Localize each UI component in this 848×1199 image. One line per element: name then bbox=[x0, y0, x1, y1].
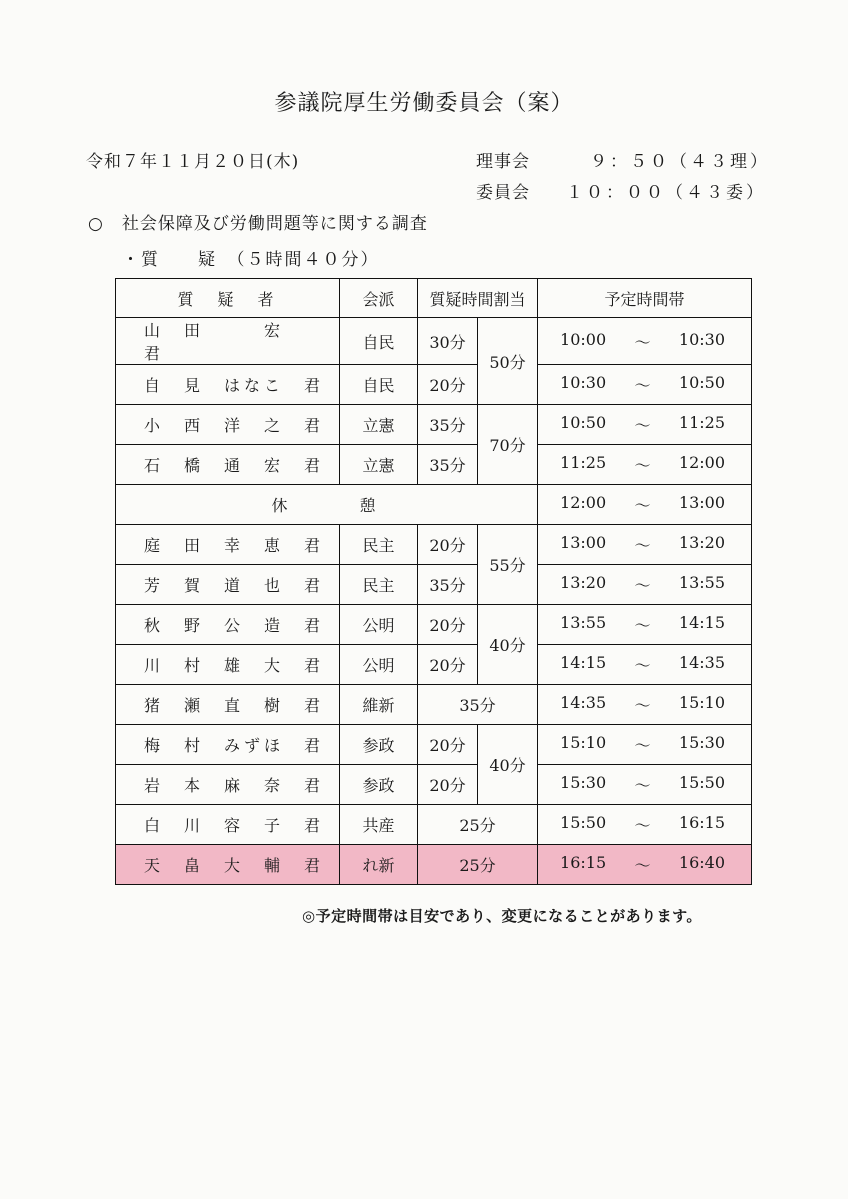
allotted-time: 35分 bbox=[418, 685, 538, 725]
slot-end: 13:00 bbox=[678, 493, 725, 512]
table-header-row bbox=[116, 279, 752, 318]
allotted-time: 25分 bbox=[418, 845, 538, 885]
party-name: 公明 bbox=[340, 605, 418, 645]
questioner-name: 自 見 はなこ 君 bbox=[116, 365, 340, 405]
group-allotted-time: 40分 bbox=[478, 605, 538, 685]
slot-sep: ～ bbox=[634, 536, 651, 555]
party-name: 参政 bbox=[340, 765, 418, 805]
slot-start: 11:25 bbox=[560, 453, 607, 472]
header-party: 会派 bbox=[340, 279, 418, 318]
allotted-time: 30分 bbox=[418, 318, 478, 365]
header-scheduled-slot: 予定時間帯 bbox=[538, 279, 752, 318]
slot-end: 16:40 bbox=[678, 853, 725, 872]
questioner-name: 山 田 宏 君 bbox=[116, 318, 340, 365]
allotted-time: 20分 bbox=[418, 765, 478, 805]
scheduled-slot bbox=[538, 485, 752, 525]
slot-sep: ～ bbox=[634, 456, 651, 475]
slot-sep: ～ bbox=[634, 376, 651, 395]
scheduled-slot bbox=[538, 365, 752, 405]
question-schedule-table bbox=[115, 278, 752, 885]
slot-sep: ～ bbox=[634, 656, 651, 675]
document-title: 参議院厚生労働委員会（案） bbox=[274, 91, 574, 116]
slot-end: 13:55 bbox=[678, 573, 725, 592]
table-row bbox=[116, 645, 752, 685]
agenda-item: ○ 社会保障及び労働問題等に関する調査 bbox=[88, 214, 428, 234]
scheduled-slot bbox=[538, 445, 752, 485]
party-name: 公明 bbox=[340, 645, 418, 685]
questioner-name: 岩 本 麻 奈 君 bbox=[116, 765, 340, 805]
party-name: 立憲 bbox=[340, 445, 418, 485]
slot-end: 10:50 bbox=[678, 373, 725, 392]
table-row bbox=[116, 525, 752, 565]
scheduled-slot bbox=[538, 645, 752, 685]
slot-start: 13:55 bbox=[560, 613, 607, 632]
slot-end: 15:10 bbox=[678, 693, 725, 712]
party-name: 自民 bbox=[340, 365, 418, 405]
slot-sep: ～ bbox=[634, 576, 651, 595]
questioner-name: 庭 田 幸 恵 君 bbox=[116, 525, 340, 565]
scheduled-slot bbox=[538, 685, 752, 725]
scheduled-slot bbox=[538, 525, 752, 565]
slot-start: 14:35 bbox=[560, 693, 607, 712]
scheduled-slot bbox=[538, 805, 752, 845]
allotted-time: 35分 bbox=[418, 445, 478, 485]
allotted-time: 20分 bbox=[418, 645, 478, 685]
slot-end: 15:50 bbox=[678, 773, 725, 792]
allotted-time: 20分 bbox=[418, 605, 478, 645]
schedule-note: ◎予定時間帯は目安であり、変更になることがあります。 bbox=[302, 907, 702, 925]
scheduled-slot bbox=[538, 318, 752, 365]
questioner-name: 天 畠 大 輔 君 bbox=[116, 845, 340, 885]
questioner-name: 川 村 雄 大 君 bbox=[116, 645, 340, 685]
scheduled-slot bbox=[538, 405, 752, 445]
header-allotted-time: 質疑時間割当 bbox=[418, 279, 538, 318]
slot-end: 14:15 bbox=[678, 613, 725, 632]
slot-end: 10:30 bbox=[678, 329, 725, 349]
party-name: 民主 bbox=[340, 565, 418, 605]
slot-end: 13:20 bbox=[678, 533, 725, 552]
slot-sep: ～ bbox=[634, 696, 651, 715]
questioner-name: 白 川 容 子 君 bbox=[116, 805, 340, 845]
table-row bbox=[116, 805, 752, 845]
slot-sep: ～ bbox=[634, 332, 651, 352]
meeting-date: 令和７年１１月２０日(木) bbox=[86, 152, 300, 172]
slot-sep: ～ bbox=[634, 416, 651, 435]
table-row bbox=[116, 725, 752, 765]
questioner-name: 芳 賀 道 也 君 bbox=[116, 565, 340, 605]
header-questioner: 質 疑 者 bbox=[116, 279, 340, 318]
slot-end: 11:25 bbox=[678, 413, 725, 432]
slot-end: 14:35 bbox=[678, 653, 725, 672]
question-subheading: ・質 疑 （５時間４０分） bbox=[122, 250, 380, 270]
allotted-time: 35分 bbox=[418, 565, 478, 605]
table-row bbox=[116, 685, 752, 725]
slot-end: 15:30 bbox=[678, 733, 725, 752]
slot-sep: ～ bbox=[634, 816, 651, 835]
session-time-board: ９：５０（４３理） bbox=[590, 152, 770, 172]
slot-start: 13:20 bbox=[560, 573, 607, 592]
group-allotted-time: 70分 bbox=[478, 405, 538, 485]
group-allotted-time: 55分 bbox=[478, 525, 538, 605]
questioner-name: 小 西 洋 之 君 bbox=[116, 405, 340, 445]
slot-start: 16:15 bbox=[560, 853, 607, 872]
slot-sep: ～ bbox=[634, 776, 651, 795]
slot-start: 10:30 bbox=[560, 373, 607, 392]
allotted-time: 35分 bbox=[418, 405, 478, 445]
slot-sep: ～ bbox=[634, 736, 651, 755]
party-name: れ新 bbox=[340, 845, 418, 885]
party-name: 立憲 bbox=[340, 405, 418, 445]
break-label: 休 憩 bbox=[116, 485, 538, 525]
table-row bbox=[116, 405, 752, 445]
slot-start: 13:00 bbox=[560, 533, 607, 552]
group-allotted-time: 40分 bbox=[478, 725, 538, 805]
party-name: 自民 bbox=[340, 318, 418, 365]
session-time-committee: １０：００（４３委） bbox=[566, 183, 766, 203]
allotted-time: 20分 bbox=[418, 725, 478, 765]
table-row bbox=[116, 845, 752, 885]
allotted-time: 25分 bbox=[418, 805, 538, 845]
allotted-time: 20分 bbox=[418, 365, 478, 405]
scheduled-slot bbox=[538, 845, 752, 885]
questioner-name: 猪 瀬 直 樹 君 bbox=[116, 685, 340, 725]
table-row bbox=[116, 318, 752, 365]
party-name: 維新 bbox=[340, 685, 418, 725]
questioner-name: 秋 野 公 造 君 bbox=[116, 605, 340, 645]
slot-start: 15:50 bbox=[560, 813, 607, 832]
allotted-time: 20分 bbox=[418, 525, 478, 565]
party-name: 参政 bbox=[340, 725, 418, 765]
scheduled-slot bbox=[538, 605, 752, 645]
slot-end: 16:15 bbox=[678, 813, 725, 832]
slot-start: 12:00 bbox=[560, 493, 607, 512]
session-label-board: 理事会 bbox=[476, 152, 530, 172]
table-row bbox=[116, 765, 752, 805]
slot-sep: ～ bbox=[634, 856, 651, 875]
table-row bbox=[116, 485, 752, 525]
slot-sep: ～ bbox=[634, 496, 651, 515]
table-row bbox=[116, 565, 752, 605]
slot-start: 15:10 bbox=[560, 733, 607, 752]
slot-sep: ～ bbox=[634, 616, 651, 635]
table-row bbox=[116, 365, 752, 405]
table-row bbox=[116, 445, 752, 485]
questioner-name: 石 橋 通 宏 君 bbox=[116, 445, 340, 485]
group-allotted-time: 50分 bbox=[478, 318, 538, 405]
session-label-committee: 委員会 bbox=[476, 183, 530, 203]
slot-start: 15:30 bbox=[560, 773, 607, 792]
slot-start: 10:50 bbox=[560, 413, 607, 432]
slot-end: 12:00 bbox=[678, 453, 725, 472]
scheduled-slot bbox=[538, 765, 752, 805]
slot-start: 14:15 bbox=[560, 653, 607, 672]
scheduled-slot bbox=[538, 725, 752, 765]
questioner-name: 梅 村 みずほ 君 bbox=[116, 725, 340, 765]
party-name: 共産 bbox=[340, 805, 418, 845]
scheduled-slot bbox=[538, 565, 752, 605]
slot-start: 10:00 bbox=[560, 329, 607, 349]
table-row bbox=[116, 605, 752, 645]
party-name: 民主 bbox=[340, 525, 418, 565]
